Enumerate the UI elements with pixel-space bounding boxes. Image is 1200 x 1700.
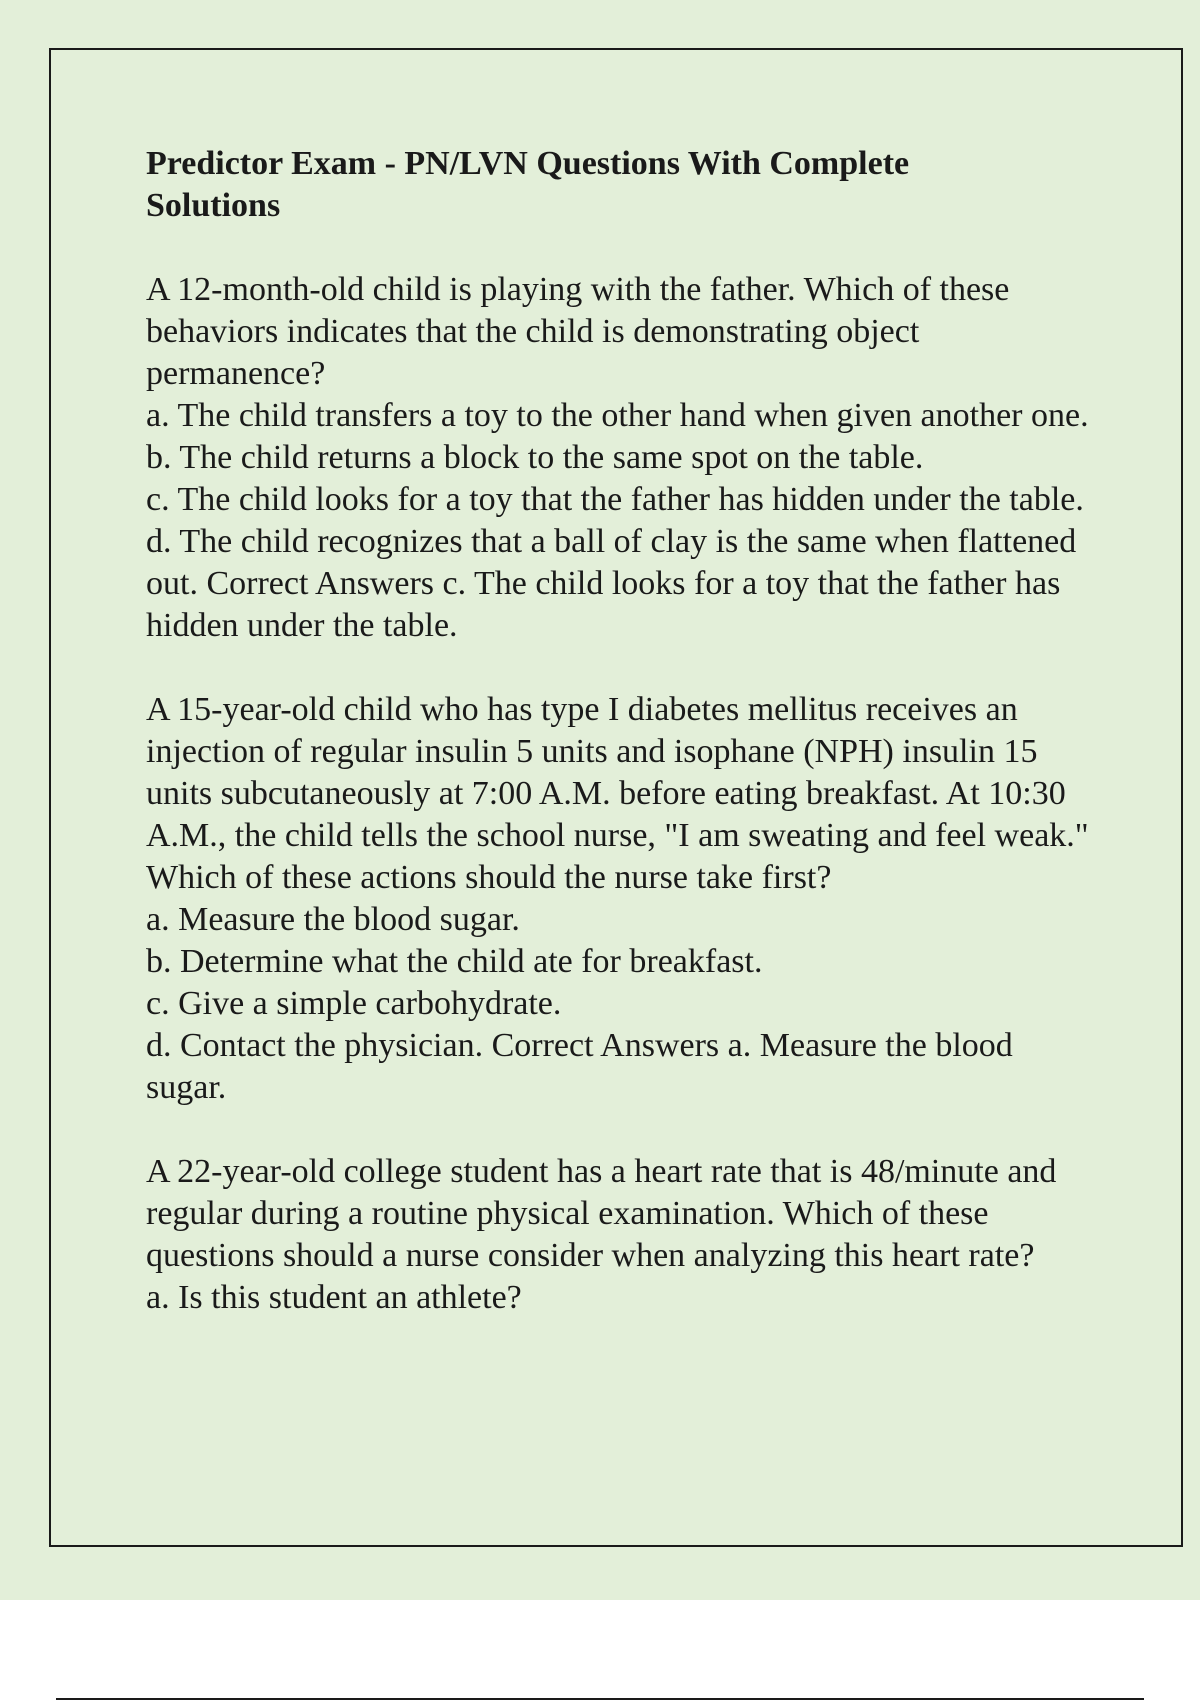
question-stem: A 15-year-old child who has type I diabetes mellitus receives an injection of regular insulin 5 units and isophane (NPH) insulin 15 units subcutaneously at 7:00 A.M. before eating breakfast. At 10:30 A.M., the child tells the school nurse, "I am sweating and feel weak." Which of these actions should the nurse take first?: [146, 691, 1089, 896]
answer-option: a. The child transfers a toy to the other hand when given another one.: [146, 397, 1089, 434]
answer-option: a. Is this student an athlete?: [146, 1279, 522, 1316]
document-content: [146, 143, 1096, 1361]
question-stem: A 22-year-old college student has a heart rate that is 48/minute and regular during a routine physical examination. Which of these questions should a nurse consider when analyzing this heart rate?: [146, 1153, 1057, 1274]
question-3: [146, 1151, 1096, 1319]
answer-option: b. The child returns a block to the same spot on the table.: [146, 439, 924, 476]
answer-option: d. Contact the physician. Correct Answers a. Measure the blood sugar.: [146, 1027, 1013, 1106]
document-title: Predictor Exam - PN/LVN Questions With Complete Solutions: [146, 145, 910, 224]
question-stem: A 12-month-old child is playing with the father. Which of these behaviors indicates that the child is demonstrating object permanence?: [146, 271, 1010, 392]
answer-option: c. The child looks for a toy that the father has hidden under the table.: [146, 481, 1084, 518]
question-2: [146, 689, 1096, 1109]
answer-option: d. The child recognizes that a ball of clay is the same when flattened out. Correct Answers c. The child looks for a toy that the father has hidden under the table.: [146, 523, 1077, 644]
answer-option: b. Determine what the child ate for breakfast.: [146, 943, 763, 980]
answer-option: c. Give a simple carbohydrate.: [146, 985, 562, 1022]
answer-option: a. Measure the blood sugar.: [146, 901, 520, 938]
question-1: [146, 269, 1096, 647]
